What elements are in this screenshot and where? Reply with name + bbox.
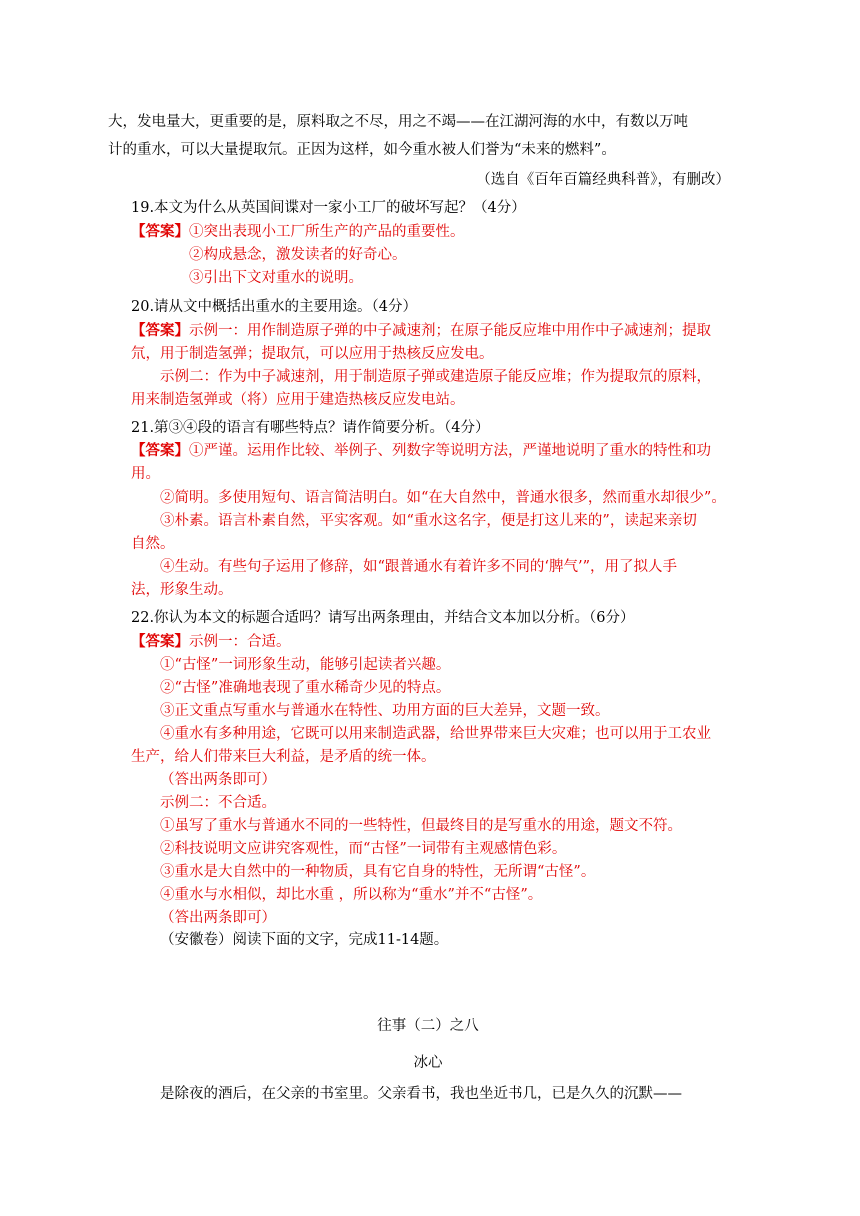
line-text: （答出两条即可）: [160, 772, 276, 788]
text-line: [131, 417, 760, 439]
answer-text-line: [131, 533, 760, 555]
line-text: ①严谨。运用作比较、举例子、列数字等说明方法，严谨地说明了重水的特性和功: [189, 443, 711, 459]
answer-text-line: [160, 487, 760, 509]
text-line: [131, 197, 760, 219]
answer-tag: 【答案】: [131, 442, 189, 459]
answer-text-line: [160, 510, 760, 532]
answer-text-line: [160, 654, 760, 676]
line-text: 22.你认为本文的标题合适吗？请写出两条理由，并结合文本加以分析。（6分）: [131, 610, 635, 626]
line-text: 大，发电量大，更重要的是，原料取之不尽，用之不竭——在江湖河海的水中，有数以万吨: [108, 114, 688, 130]
line-text: ③正文重点写重水与普通水在特性、功用方面的巨大差异，文题一致。: [160, 703, 610, 719]
answer-tag: 【答案】: [131, 633, 189, 650]
answer-text-line: [189, 267, 760, 289]
answer-text-line: [189, 244, 760, 266]
answer-text-line: [131, 343, 760, 365]
line-text: （答出两条即可）: [160, 910, 276, 926]
answer-line: [131, 221, 760, 243]
text-line: [108, 139, 760, 161]
line-text: 法，形象生动。: [131, 582, 233, 598]
line-text: 生产，给人们带来巨大利益，是矛盾的统一体。: [131, 749, 436, 765]
line-text: 20.请从文中概括出重水的主要用途。（4分）: [131, 299, 418, 315]
text-line: [160, 929, 760, 951]
line-text: 冰心: [413, 1055, 443, 1071]
answer-text-line: [160, 366, 760, 388]
answer-text-line: [131, 579, 760, 601]
line-text: ①突出表现小工厂所生产的产品的重要性。: [189, 224, 465, 240]
line-text: 往事（二）之八: [377, 1018, 479, 1034]
answer-line: [131, 320, 760, 342]
line-text: 计的重水，可以大量提取氘。正因为这样，如今重水被人们誉为“未来的燃料”。: [108, 142, 616, 158]
line-text: ③引出下文对重水的说明。: [189, 270, 363, 286]
line-text: 用。: [131, 466, 160, 482]
line-text: ④重水与水相似，却比水重 ，所以称为“重水”并不“古怪”。: [160, 887, 543, 903]
answer-line: [131, 440, 760, 462]
line-text: 示例二：不合适。: [160, 795, 276, 811]
line-text: 自然。: [131, 536, 175, 552]
answer-text-line: [160, 907, 760, 929]
line-text: （安徽卷）阅读下面的文字，完成11-14题。: [160, 932, 449, 948]
answer-text-line: [160, 700, 760, 722]
text-line: [131, 296, 760, 318]
text-line: [131, 607, 760, 629]
text-line: [160, 1083, 760, 1105]
answer-text-line: [160, 884, 760, 906]
line-text: （选自《百年百篇经典科普》，有删改）: [476, 172, 730, 188]
line-text: ①虽写了重水与普通水不同的一些特性，但最终目的是写重水的用途，题文不符。: [160, 818, 682, 834]
answer-text-line: [160, 769, 760, 791]
answer-line: [131, 631, 760, 653]
answer-tag: 【答案】: [131, 223, 189, 240]
line-text: ②科技说明文应讲究客观性，而“古怪”一词带有主观感情色彩。: [160, 841, 567, 857]
line-text: ④生动。有些句子运用了修辞，如“跟普通水有着许多不同的‘脾气’”，用了拟人手: [160, 559, 678, 575]
answer-text-line: [131, 389, 760, 411]
text-line: [108, 111, 760, 133]
answer-text-line: [131, 746, 760, 768]
line-text: ③朴素。语言朴素自然，平实客观。如“重水这名字，便是打这儿来的”，读起来亲切: [160, 513, 697, 529]
answer-text-line: [160, 838, 760, 860]
line-text: 示例一：用作制造原子弹的中子减速剂；在原子能反应堆中用作中子减速剂；提取: [189, 323, 711, 339]
line-text: ①“古怪”一词形象生动，能够引起读者兴趣。: [160, 657, 451, 673]
line-text: ②简明。多使用短句、语言简洁明白。如“在大自然中，普通水很多，然而重水却很少”。: [160, 490, 726, 506]
line-text: 氘，用于制造氢弹；提取氘，可以应用于热核反应发电。: [131, 346, 494, 362]
answer-text-line: [160, 815, 760, 837]
answer-text-line: [160, 677, 760, 699]
answer-text-line: [160, 792, 760, 814]
line-text: 是除夜的酒后，在父亲的书室里。父亲看书，我也坐近书几，已是久久的沉默——: [160, 1086, 682, 1102]
line-text: ②“古怪”准确地表现了重水稀奇少见的特点。: [160, 680, 451, 696]
line-text: 19.本文为什么从英国间谍对一家小工厂的破坏写起？（4分）: [131, 200, 526, 216]
line-text: ④重水有多种用途，它既可以用来制造武器，给世界带来巨大灾难；也可以用于工农业: [160, 726, 711, 742]
line-text: 用来制造氢弹或（将）应用于建造热核反应发电站。: [131, 392, 465, 408]
line-text: ②构成悬念，激发读者的好奇心。: [189, 247, 407, 263]
line-text: 示例二：作为中子减速剂，用于制造原子弹或建造原子能反应堆；作为提取氘的原料，: [160, 369, 711, 385]
answer-text-line: [131, 463, 760, 485]
answer-text-line: [160, 861, 760, 883]
line-text: 示例一：合适。: [189, 634, 291, 650]
text-line: [108, 169, 730, 191]
line-text: ③重水是大自然中的一种物质，具有它自身的特性，无所谓“古怪”。: [160, 864, 596, 880]
text-line: [108, 1015, 748, 1037]
line-text: 21.第③④段的语言有哪些特点？请作简要分析。（4分）: [131, 420, 490, 436]
answer-tag: 【答案】: [131, 322, 189, 339]
text-line: [108, 1052, 748, 1074]
answer-text-line: [160, 556, 760, 578]
answer-text-line: [160, 723, 760, 745]
